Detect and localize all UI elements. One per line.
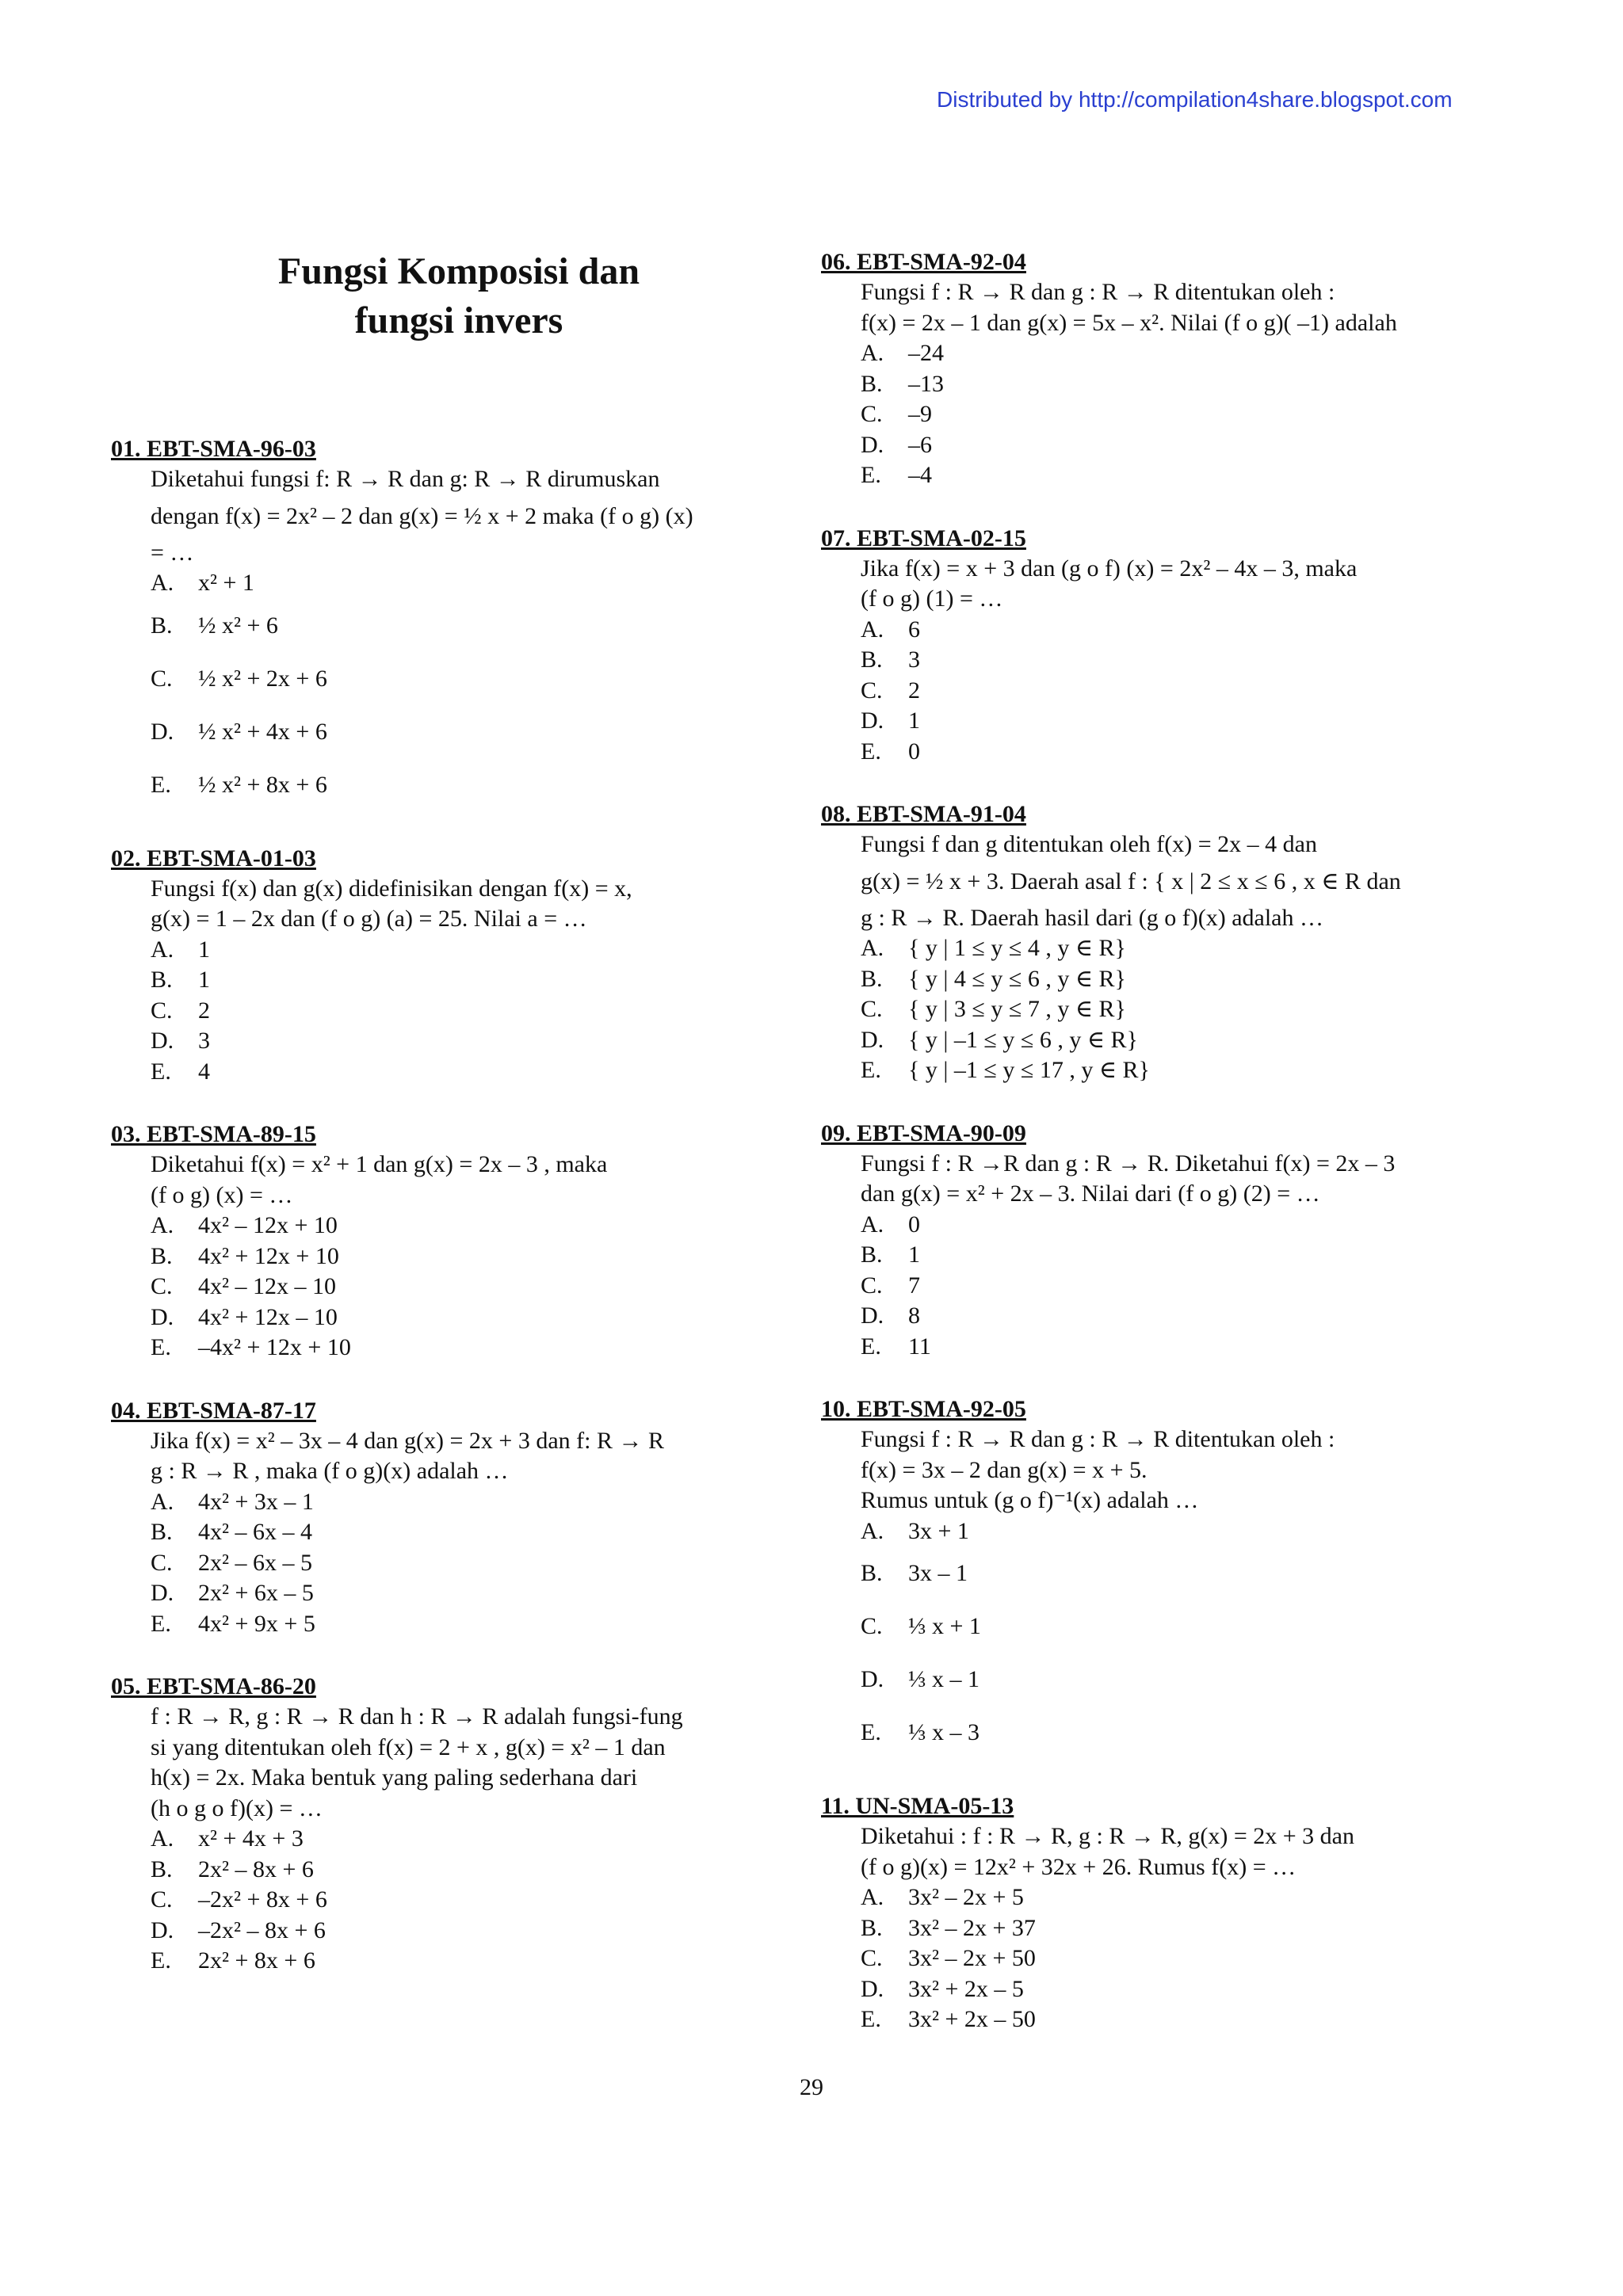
option-text: 3x² – 2x + 37 [908, 1914, 1036, 1941]
option-text: 4x² + 12x + 10 [198, 1242, 339, 1269]
option-label: E. [861, 1333, 881, 1360]
question-text-line: (f o g) (x) = … [151, 1181, 293, 1208]
question-header: 10. EBT-SMA-92-05 [821, 1396, 1026, 1422]
question-header: 05. EBT-SMA-86-20 [111, 1673, 316, 1699]
answer-option [151, 1241, 769, 1272]
option-text: 2 [198, 997, 210, 1024]
option-text: 3x² – 2x + 50 [908, 1945, 1036, 1971]
answer-options [151, 1211, 769, 1363]
question-text-line: Diketahui fungsi f: R → R dan g: R → R dirumuskan [151, 466, 660, 492]
answer-option [861, 1882, 1499, 1913]
option-text: 2x² + 8x + 6 [198, 1947, 315, 1974]
page-number: 29 [800, 2074, 823, 2100]
option-label: C. [861, 996, 883, 1022]
option-text: –4x² + 12x + 10 [198, 1334, 351, 1360]
option-label: D. [861, 1666, 884, 1692]
answer-option [861, 1055, 1499, 1086]
option-label: D. [151, 1028, 174, 1054]
answer-option [861, 1271, 1499, 1302]
answer-options [151, 935, 769, 1088]
option-label: B. [861, 1241, 883, 1268]
option-label: B. [151, 612, 173, 639]
option-label: E. [861, 738, 881, 765]
option-label: E. [861, 462, 881, 488]
option-text: { y | –1 ≤ y ≤ 17 , y ∈ R} [908, 1057, 1150, 1083]
option-text: 0 [908, 1211, 920, 1238]
option-text: 1 [198, 967, 210, 993]
option-label: D. [861, 1026, 884, 1053]
option-label: A. [861, 1211, 884, 1238]
question-text-line: = … [151, 539, 194, 566]
option-label: A. [861, 340, 884, 366]
answer-option [151, 652, 769, 705]
question-text-line: Fungsi f : R → R dan g : R → R ditentukan oleh : [861, 279, 1335, 305]
option-text: ⅓ x – 1 [908, 1666, 980, 1692]
answer-option [861, 1210, 1499, 1241]
question-text-line: Fungsi f dan g ditentukan oleh f(x) = 2x – 4 dan [861, 831, 1317, 857]
question-block [111, 844, 769, 1088]
option-text: 4x² + 3x – 1 [198, 1488, 314, 1515]
option-label: C. [151, 1273, 173, 1299]
option-text: 11 [908, 1333, 931, 1360]
option-label: E. [861, 1057, 881, 1083]
question-body [821, 1149, 1499, 1363]
option-text: 4x² – 12x + 10 [198, 1212, 338, 1238]
question-text-line: dengan f(x) = 2x² – 2 dan g(x) = ½ x + 2 maka (f o g) (x) [151, 502, 693, 529]
question-header: 11. UN-SMA-05-13 [821, 1793, 1014, 1819]
option-text: x² + 1 [198, 570, 254, 596]
option-label: D. [861, 707, 884, 734]
option-text: –13 [908, 370, 944, 397]
answer-option [861, 1516, 1499, 1547]
option-text: ⅓ x + 1 [908, 1613, 981, 1639]
option-text: 1 [198, 936, 210, 963]
question-text-line: g : R → R , maka (f o g)(x) adalah … [151, 1458, 509, 1484]
question-block [821, 1394, 1499, 1759]
option-label: D. [861, 431, 884, 458]
distribution-notice: Distributed by http://compilation4share.blogspot.com [937, 87, 1453, 112]
option-label: B. [861, 965, 883, 992]
answer-option [151, 758, 769, 811]
question-text-line: Jika f(x) = x² – 3x – 4 dan g(x) = 2x + 3 dan f: R → R [151, 1427, 665, 1454]
option-text: 0 [908, 738, 920, 765]
question-block [821, 1791, 1499, 2035]
option-label: A. [151, 570, 174, 596]
question-text-line: g(x) = ½ x + 3. Daerah asal f : { x | 2 ≤ x ≤ 6 , x ∈ R dan [861, 868, 1401, 894]
answer-options [151, 1824, 769, 1977]
answer-option [151, 1302, 769, 1333]
option-label: E. [151, 1334, 171, 1360]
option-text: x² + 4x + 3 [198, 1825, 304, 1852]
option-label: A. [151, 936, 174, 963]
answer-option [151, 1272, 769, 1302]
option-text: { y | 1 ≤ y ≤ 4 , y ∈ R} [908, 935, 1126, 961]
option-text: 2x² + 6x – 5 [198, 1580, 314, 1606]
option-label: C. [861, 1613, 883, 1639]
answer-options [861, 1516, 1499, 1760]
answer-option [151, 1026, 769, 1057]
option-label: A. [861, 616, 884, 643]
question-text-line: (h o g o f)(x) = … [151, 1794, 323, 1821]
option-text: 3x² + 2x – 5 [908, 1975, 1024, 2002]
option-label: A. [151, 1488, 174, 1515]
answer-option [861, 1240, 1499, 1271]
option-text: ½ x² + 8x + 6 [198, 771, 327, 798]
right-column [821, 247, 1499, 2068]
option-text: –2x² + 8x + 6 [198, 1886, 327, 1913]
answer-option [861, 933, 1499, 964]
question-body [821, 277, 1499, 491]
left-column [111, 434, 769, 2009]
option-text: 3 [908, 646, 920, 673]
option-label: E. [151, 1947, 171, 1974]
question-body [821, 830, 1499, 1086]
answer-option [861, 1547, 1499, 1600]
option-label: C. [151, 1886, 173, 1913]
answer-option [861, 2004, 1499, 2035]
option-label: B. [151, 1855, 173, 1882]
answer-option [151, 1855, 769, 1886]
option-label: E. [861, 2006, 881, 2032]
option-text: 2x² – 6x – 5 [198, 1549, 312, 1576]
question-body [821, 1821, 1499, 2035]
question-header: 06. EBT-SMA-92-04 [821, 249, 1026, 275]
question-header: 02. EBT-SMA-01-03 [111, 845, 316, 871]
option-text: 3x + 1 [908, 1517, 969, 1544]
option-label: E. [151, 771, 171, 798]
option-text: { y | –1 ≤ y ≤ 6 , y ∈ R} [908, 1026, 1138, 1053]
option-label: E. [151, 1610, 171, 1637]
answer-option [151, 1517, 769, 1548]
question-text-line: f(x) = 2x – 1 dan g(x) = 5x – x². Nilai (f o g)( –1) adalah [861, 309, 1397, 336]
option-text: 6 [908, 616, 920, 643]
question-body [821, 1425, 1499, 1759]
option-label: C. [861, 1945, 883, 1971]
question-text-line: (f o g) (1) = … [861, 585, 1003, 612]
option-text: 3x² – 2x + 5 [908, 1884, 1024, 1910]
question-header: 01. EBT-SMA-96-03 [111, 436, 316, 462]
option-label: A. [861, 1884, 884, 1910]
question-text-line: g(x) = 1 – 2x dan (f o g) (a) = 25. Nilai a = … [151, 906, 587, 932]
page-title [111, 247, 807, 345]
option-text: 3x – 1 [908, 1560, 968, 1586]
title-line-2: fungsi invers [354, 299, 563, 341]
option-text: 4x² + 12x – 10 [198, 1303, 338, 1330]
question-text-line: Fungsi f(x) dan g(x) didefinisikan dengan f(x) = x, [151, 875, 632, 902]
question-text-line: h(x) = 2x. Maka bentuk yang paling sederhana dari [151, 1764, 638, 1791]
question-header: 04. EBT-SMA-87-17 [111, 1397, 316, 1424]
option-text: ⅓ x – 3 [908, 1719, 980, 1745]
option-label: B. [151, 1519, 173, 1545]
answer-options [861, 1882, 1499, 2035]
option-text: 4 [198, 1058, 210, 1085]
answer-option [151, 1057, 769, 1088]
answer-option [861, 994, 1499, 1025]
question-text-line: f : R → R, g : R → R dan h : R → R adalah fungsi-fung [151, 1703, 683, 1730]
question-text-line: Rumus untuk (g o f)⁻¹(x) adalah … [861, 1487, 1199, 1513]
answer-option [861, 615, 1499, 646]
question-block [821, 799, 1499, 1086]
option-text: { y | 3 ≤ y ≤ 7 , y ∈ R} [908, 996, 1126, 1022]
option-label: B. [861, 1914, 883, 1941]
answer-option [861, 1332, 1499, 1363]
question-block [821, 1119, 1499, 1363]
option-text: ½ x² + 4x + 6 [198, 718, 327, 745]
answer-options [861, 338, 1499, 491]
answer-option [861, 964, 1499, 995]
answer-option [861, 1943, 1499, 1974]
answer-option [861, 1706, 1499, 1759]
question-block [821, 247, 1499, 491]
option-text: 3x² + 2x – 50 [908, 2006, 1036, 2032]
option-label: B. [861, 646, 883, 673]
question-body [111, 874, 769, 1088]
option-text: –9 [908, 401, 932, 427]
option-text: 2x² – 8x + 6 [198, 1855, 314, 1882]
answer-option [861, 338, 1499, 369]
option-text: 4x² – 12x – 10 [198, 1273, 336, 1299]
question-text-line: si yang ditentukan oleh f(x) = 2 + x , g(x) = x² – 1 dan [151, 1733, 666, 1760]
option-label: C. [151, 665, 173, 692]
answer-option [151, 1609, 769, 1640]
answer-option [861, 399, 1499, 430]
option-label: B. [151, 1242, 173, 1269]
option-text: ½ x² + 6 [198, 612, 278, 639]
answer-option [861, 1913, 1499, 1944]
option-text: –6 [908, 431, 932, 458]
question-header: 08. EBT-SMA-91-04 [821, 801, 1026, 827]
question-block [111, 1672, 769, 1977]
answer-option [151, 965, 769, 996]
answer-option [861, 706, 1499, 737]
question-header: 03. EBT-SMA-89-15 [111, 1121, 316, 1147]
answer-option [861, 430, 1499, 461]
title-line-1: Fungsi Komposisi dan [277, 250, 640, 292]
option-text: ½ x² + 2x + 6 [198, 665, 327, 692]
question-block [111, 1119, 769, 1363]
option-label: A. [151, 1825, 174, 1852]
question-body [111, 1150, 769, 1363]
option-label: E. [151, 1058, 171, 1085]
answer-option [861, 737, 1499, 768]
answer-option [151, 568, 769, 599]
option-label: D. [151, 1917, 174, 1943]
question-block [821, 524, 1499, 768]
answer-option [861, 1653, 1499, 1706]
answer-option [861, 369, 1499, 400]
answer-option [151, 705, 769, 758]
option-text: 7 [908, 1272, 920, 1299]
option-text: –4 [908, 462, 932, 488]
answer-option [151, 1885, 769, 1916]
answer-option [151, 1946, 769, 1977]
answer-option [151, 1211, 769, 1241]
question-body [111, 464, 769, 811]
question-text-line: Fungsi f : R → R dan g : R → R ditentukan oleh : [861, 1426, 1335, 1452]
option-label: D. [861, 1302, 884, 1329]
answer-option [151, 1487, 769, 1518]
question-text-line: (f o g)(x) = 12x² + 32x + 26. Rumus f(x) = … [861, 1853, 1296, 1880]
question-text-line: Diketahui : f : R → R, g : R → R, g(x) = 2x + 3 dan [861, 1823, 1354, 1849]
question-header: 07. EBT-SMA-02-15 [821, 524, 1026, 551]
option-text: –24 [908, 340, 944, 366]
option-label: E. [861, 1719, 881, 1745]
option-label: A. [151, 1212, 174, 1238]
answer-option [151, 1578, 769, 1609]
answer-options [861, 1210, 1499, 1363]
question-body [111, 1426, 769, 1640]
option-label: C. [861, 677, 883, 704]
option-text: 4x² – 6x – 4 [198, 1519, 312, 1545]
option-label: C. [861, 401, 883, 427]
question-block [111, 434, 769, 811]
question-block [111, 1396, 769, 1640]
question-body [111, 1702, 769, 1977]
answer-option [151, 996, 769, 1027]
option-label: B. [861, 1560, 883, 1586]
answer-option [151, 935, 769, 966]
option-text: 8 [908, 1302, 920, 1329]
option-label: C. [861, 1272, 883, 1299]
answer-options [151, 1487, 769, 1640]
option-text: 3 [198, 1028, 210, 1054]
answer-option [861, 676, 1499, 707]
answer-option [861, 1301, 1499, 1332]
option-text: 1 [908, 707, 920, 734]
answer-option [151, 599, 769, 652]
answer-option [861, 645, 1499, 676]
answer-options [861, 615, 1499, 768]
option-label: D. [151, 1580, 174, 1606]
question-header: 09. EBT-SMA-90-09 [821, 1119, 1026, 1146]
question-text-line: Fungsi f : R →R dan g : R → R. Diketahui f(x) = 2x – 3 [861, 1150, 1396, 1177]
answer-option [151, 1916, 769, 1947]
question-text-line: f(x) = 3x – 2 dan g(x) = x + 5. [861, 1456, 1148, 1483]
option-text: –2x² – 8x + 6 [198, 1917, 326, 1943]
answer-options [861, 933, 1499, 1086]
question-body [821, 554, 1499, 768]
option-text: 2 [908, 677, 920, 704]
option-label: B. [861, 370, 883, 397]
option-label: D. [861, 1975, 884, 2002]
option-label: D. [151, 718, 174, 745]
answer-option [151, 1548, 769, 1579]
question-text-line: Diketahui f(x) = x² + 1 dan g(x) = 2x – 3 , maka [151, 1151, 608, 1177]
option-label: B. [151, 967, 173, 993]
question-text-line: dan g(x) = x² + 2x – 3. Nilai dari (f o g) (2) = … [861, 1180, 1320, 1207]
question-text-line: Jika f(x) = x + 3 dan (g o f) (x) = 2x² – 4x – 3, maka [861, 555, 1358, 582]
answer-option [861, 460, 1499, 491]
option-label: D. [151, 1303, 174, 1330]
option-label: A. [861, 1517, 884, 1544]
answer-option [151, 1824, 769, 1855]
answer-option [151, 1333, 769, 1363]
option-text: 1 [908, 1241, 920, 1268]
option-label: C. [151, 1549, 173, 1576]
answer-option [861, 1974, 1499, 2005]
answer-option [861, 1600, 1499, 1653]
option-text: { y | 4 ≤ y ≤ 6 , y ∈ R} [908, 965, 1126, 992]
option-label: A. [861, 935, 884, 961]
question-text-line: g : R → R. Daerah hasil dari (g o f)(x) adalah … [861, 904, 1323, 931]
answer-options [151, 568, 769, 811]
answer-option [861, 1025, 1499, 1056]
option-label: C. [151, 997, 173, 1024]
option-text: 4x² + 9x + 5 [198, 1610, 315, 1637]
